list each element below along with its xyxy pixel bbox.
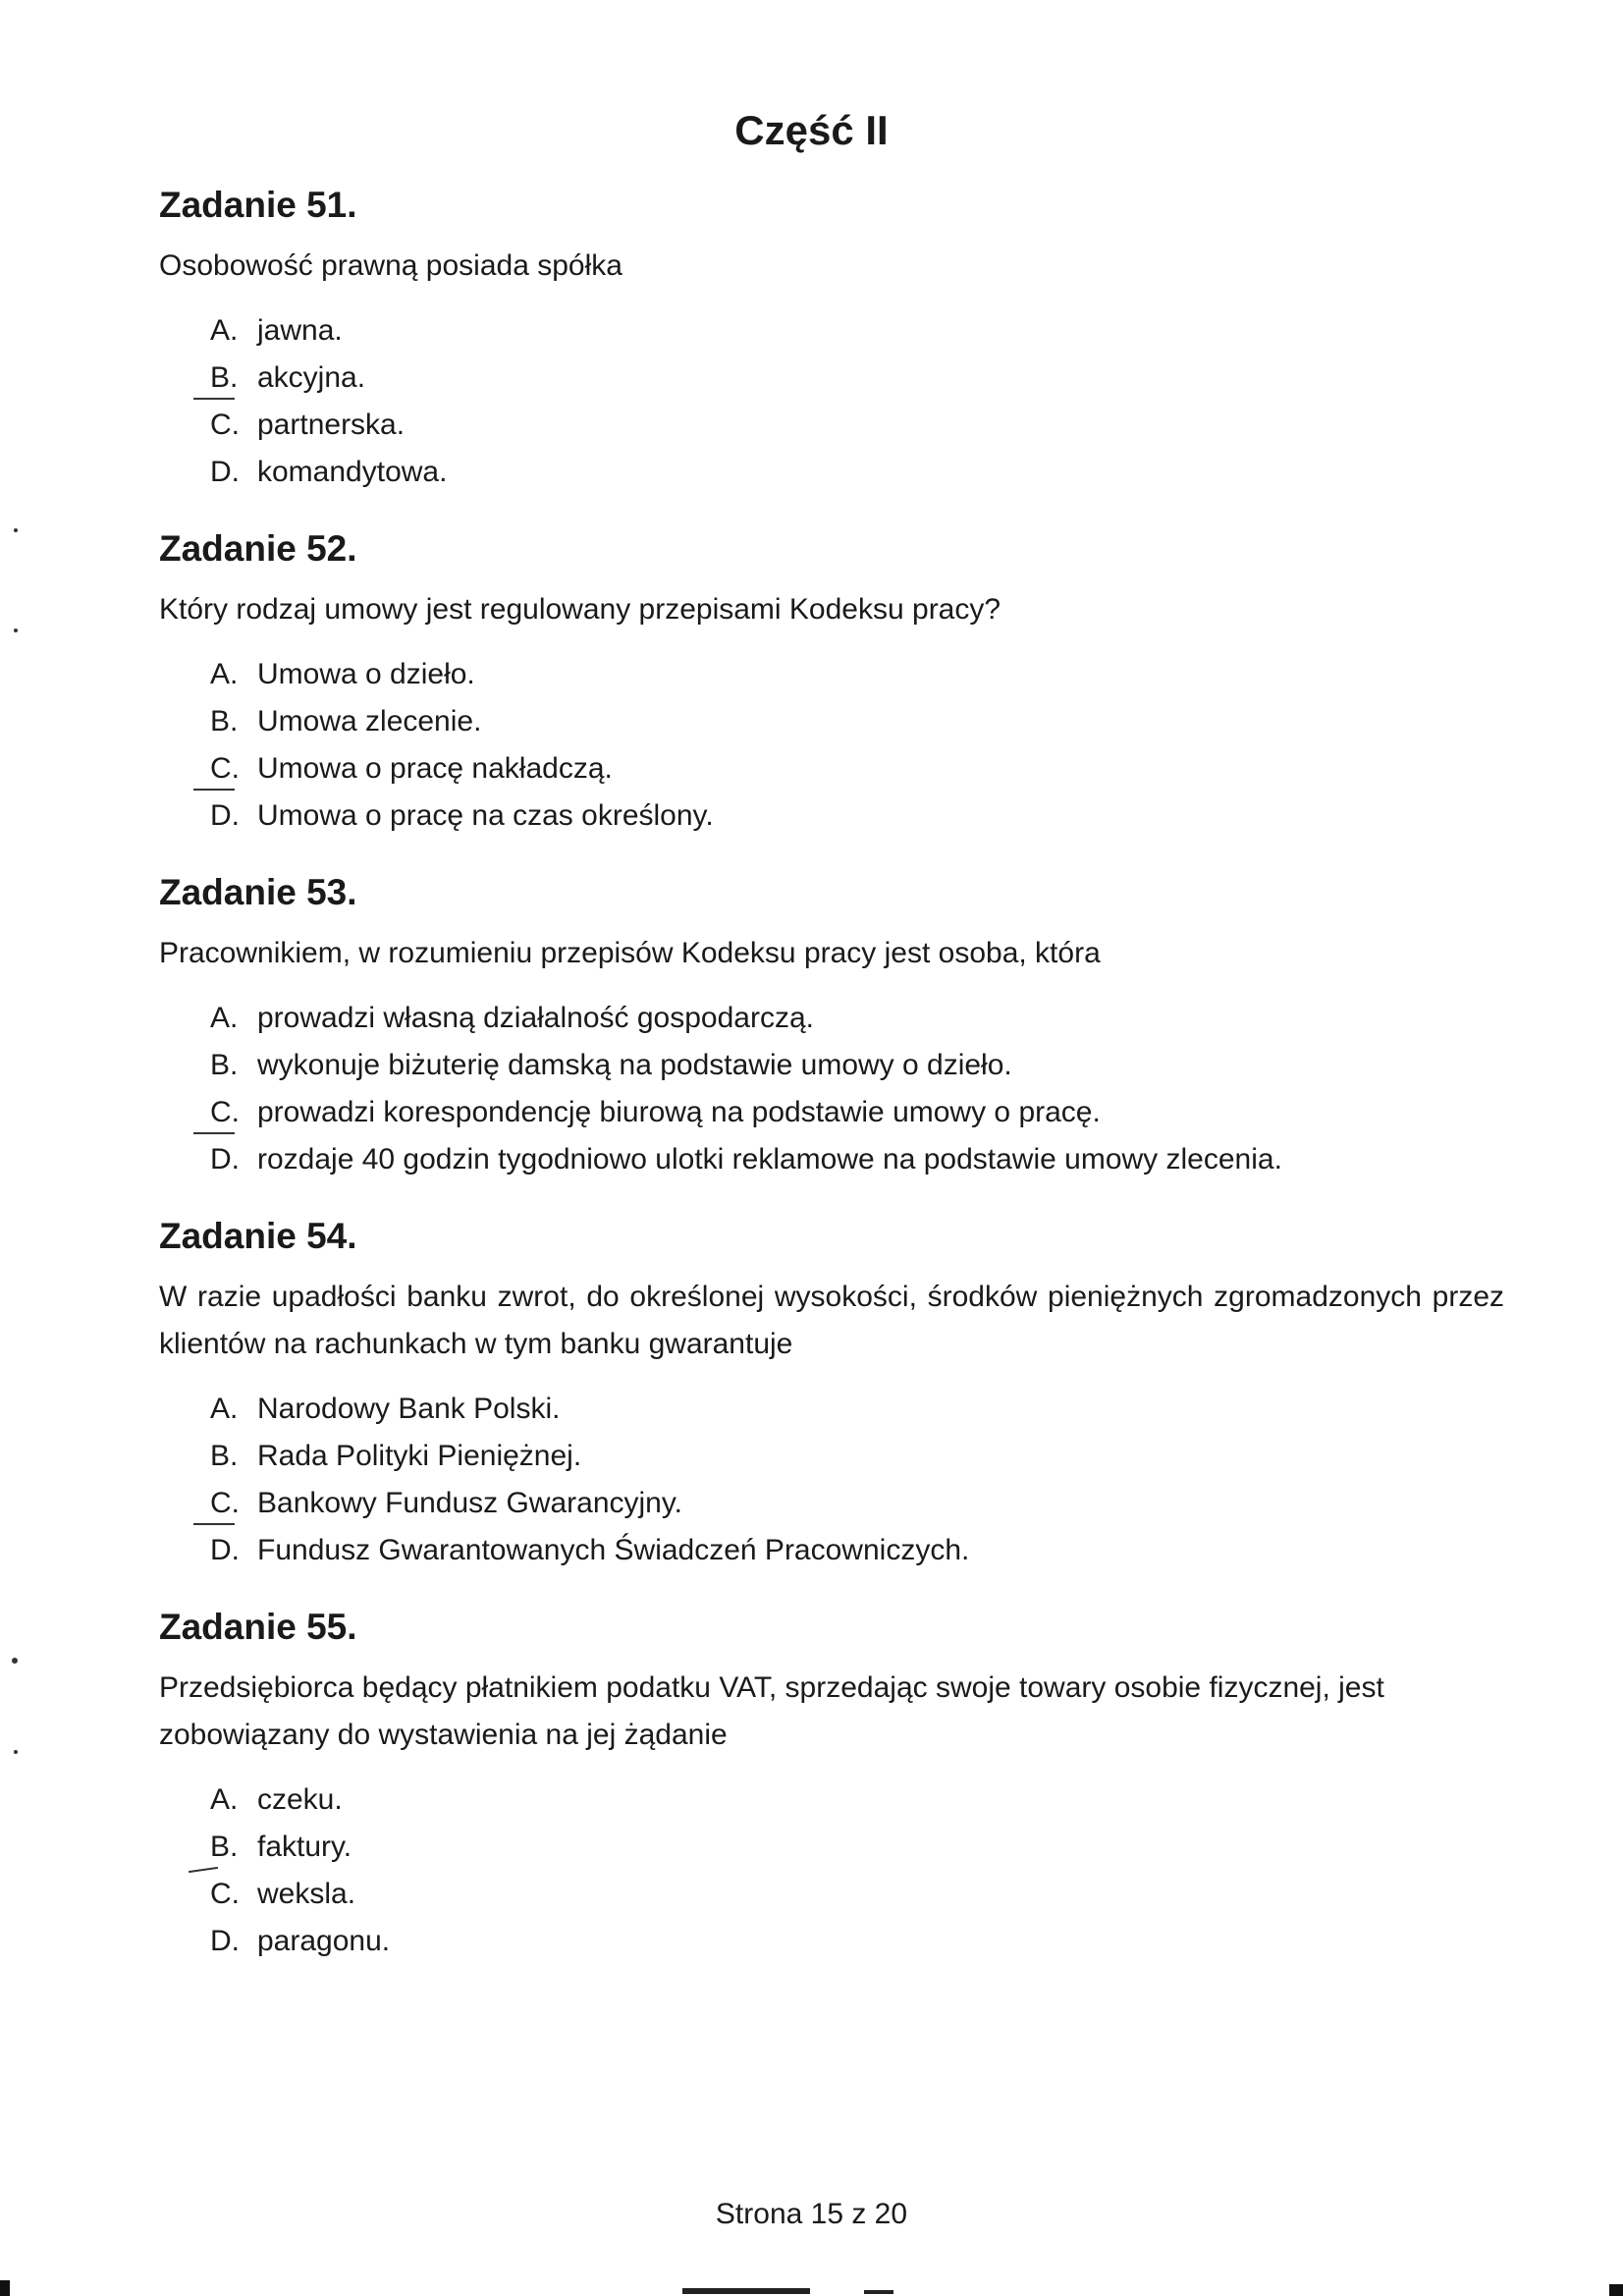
answer-option-d	[159, 793, 1504, 840]
answer-option-b	[159, 355, 1504, 402]
scan-speck	[12, 1658, 18, 1664]
option-text: akcyjna.	[257, 361, 366, 394]
option-letter: A.	[210, 1393, 239, 1425]
option-text: Umowa o dzieło.	[257, 658, 475, 690]
answer-option-c	[159, 1871, 1504, 1918]
option-letter: D.	[210, 1534, 240, 1566]
option-letter: C.	[210, 1878, 240, 1910]
answer-option-b	[159, 698, 1504, 745]
answer-option-a	[159, 995, 1504, 1042]
option-text: prowadzi własną działalność gospodarczą.	[257, 1002, 814, 1034]
option-letter: B.	[210, 1831, 239, 1863]
option-text: Rada Polityki Pieniężnej.	[257, 1440, 582, 1472]
answer-mark	[193, 1523, 235, 1525]
option-text: faktury.	[257, 1831, 352, 1863]
scan-speck	[14, 629, 18, 632]
answer-option-b	[159, 1433, 1504, 1480]
option-letter: B.	[210, 1440, 239, 1472]
option-text: Umowa o pracę na czas określony.	[257, 799, 714, 832]
option-letter: B.	[210, 361, 239, 394]
option-letter: D.	[210, 799, 240, 832]
answer-options	[159, 307, 1504, 496]
option-text: paragonu.	[257, 1925, 391, 1957]
answer-option-c	[159, 1480, 1504, 1527]
option-text: rozdaje 40 godzin tygodniowo ulotki reklamowe na podstawie umowy zlecenia.	[257, 1143, 1282, 1175]
task-52	[159, 530, 1504, 840]
task-title: Zadanie 55.	[159, 1607, 357, 1647]
option-text: prowadzi korespondencję biurową na podstawie umowy o pracę.	[257, 1096, 1101, 1128]
task-54	[159, 1218, 1504, 1574]
option-letter: C.	[210, 409, 240, 441]
option-letter: A.	[210, 1783, 239, 1816]
task-title: Zadanie 51.	[159, 185, 357, 225]
answer-option-a	[159, 1777, 1504, 1824]
option-text: wykonuje biżuterię damską na podstawie umowy o dzieło.	[257, 1049, 1012, 1081]
answer-option-a	[159, 651, 1504, 698]
option-letter: D.	[210, 456, 240, 488]
answer-options	[159, 651, 1504, 840]
answer-option-c	[159, 1089, 1504, 1136]
task-53	[159, 874, 1504, 1183]
option-text: komandytowa.	[257, 456, 448, 488]
task-question: W razie upadłości banku zwrot, do określonej wysokości, środków pieniężnych zgromadzonych przez klientów na rachunkach w tym banku gwarantuje	[159, 1281, 1504, 1360]
task-title: Zadanie 53.	[159, 872, 357, 912]
answer-option-c	[159, 745, 1504, 793]
answer-option-d	[159, 1527, 1504, 1574]
answer-mark	[193, 789, 235, 791]
scan-speck	[14, 528, 18, 532]
answer-options	[159, 1386, 1504, 1574]
option-text: czeku.	[257, 1783, 343, 1816]
option-text: partnerska.	[257, 409, 406, 441]
answer-mark	[193, 398, 235, 400]
option-letter: D.	[210, 1925, 240, 1957]
task-55	[159, 1609, 1504, 1965]
option-text: Umowa zlecenie.	[257, 705, 482, 738]
scan-corner-mark	[0, 2280, 10, 2296]
option-text: Narodowy Bank Polski.	[257, 1393, 561, 1425]
option-text: Bankowy Fundusz Gwarancyjny.	[257, 1487, 682, 1519]
option-letter: A.	[210, 658, 239, 690]
option-letter: A.	[210, 314, 239, 347]
option-letter: B.	[210, 1049, 239, 1081]
answer-option-c	[159, 402, 1504, 449]
part-title: Część II	[734, 107, 889, 153]
scan-edge-mark	[682, 2288, 810, 2294]
option-text: jawna.	[257, 314, 343, 347]
option-letter: D.	[210, 1143, 240, 1175]
option-text: Umowa o pracę nakładczą.	[257, 752, 613, 785]
answer-options	[159, 995, 1504, 1183]
answer-option-a	[159, 307, 1504, 355]
answer-option-a	[159, 1386, 1504, 1433]
option-letter: A.	[210, 1002, 239, 1034]
answer-option-d	[159, 1918, 1504, 1965]
option-letter: C.	[210, 1487, 240, 1519]
answer-option-d	[159, 1136, 1504, 1183]
option-letter: B.	[210, 705, 239, 738]
scan-corner-mark	[1609, 2284, 1623, 2296]
option-text: Fundusz Gwarantowanych Świadczeń Pracowniczych.	[257, 1534, 970, 1566]
option-letter: C.	[210, 752, 240, 785]
option-text: weksla.	[257, 1878, 356, 1910]
page-number: Strona 15 z 20	[715, 2198, 908, 2230]
scan-speck	[14, 1750, 18, 1754]
task-question: Przedsiębiorca będący płatnikiem podatku VAT, sprzedając swoje towary osobie fizycznej, jest zobowiązany do wystawienia na jej żądanie	[159, 1671, 1384, 1751]
task-title: Zadanie 52.	[159, 528, 357, 569]
answer-option-b	[159, 1042, 1504, 1089]
answer-option-d	[159, 449, 1504, 496]
task-question: Osobowość prawną posiada spółka	[159, 249, 622, 282]
answer-mark	[193, 1132, 235, 1134]
answer-options	[159, 1777, 1504, 1965]
task-title: Zadanie 54.	[159, 1216, 357, 1256]
task-question: Pracownikiem, w rozumieniu przepisów Kodeksu pracy jest osoba, która	[159, 937, 1101, 969]
scan-edge-mark	[864, 2290, 893, 2294]
task-51	[159, 187, 1504, 496]
task-question: Który rodzaj umowy jest regulowany przepisami Kodeksu pracy?	[159, 593, 1001, 626]
answer-option-b	[159, 1824, 1504, 1871]
option-letter: C.	[210, 1096, 240, 1128]
